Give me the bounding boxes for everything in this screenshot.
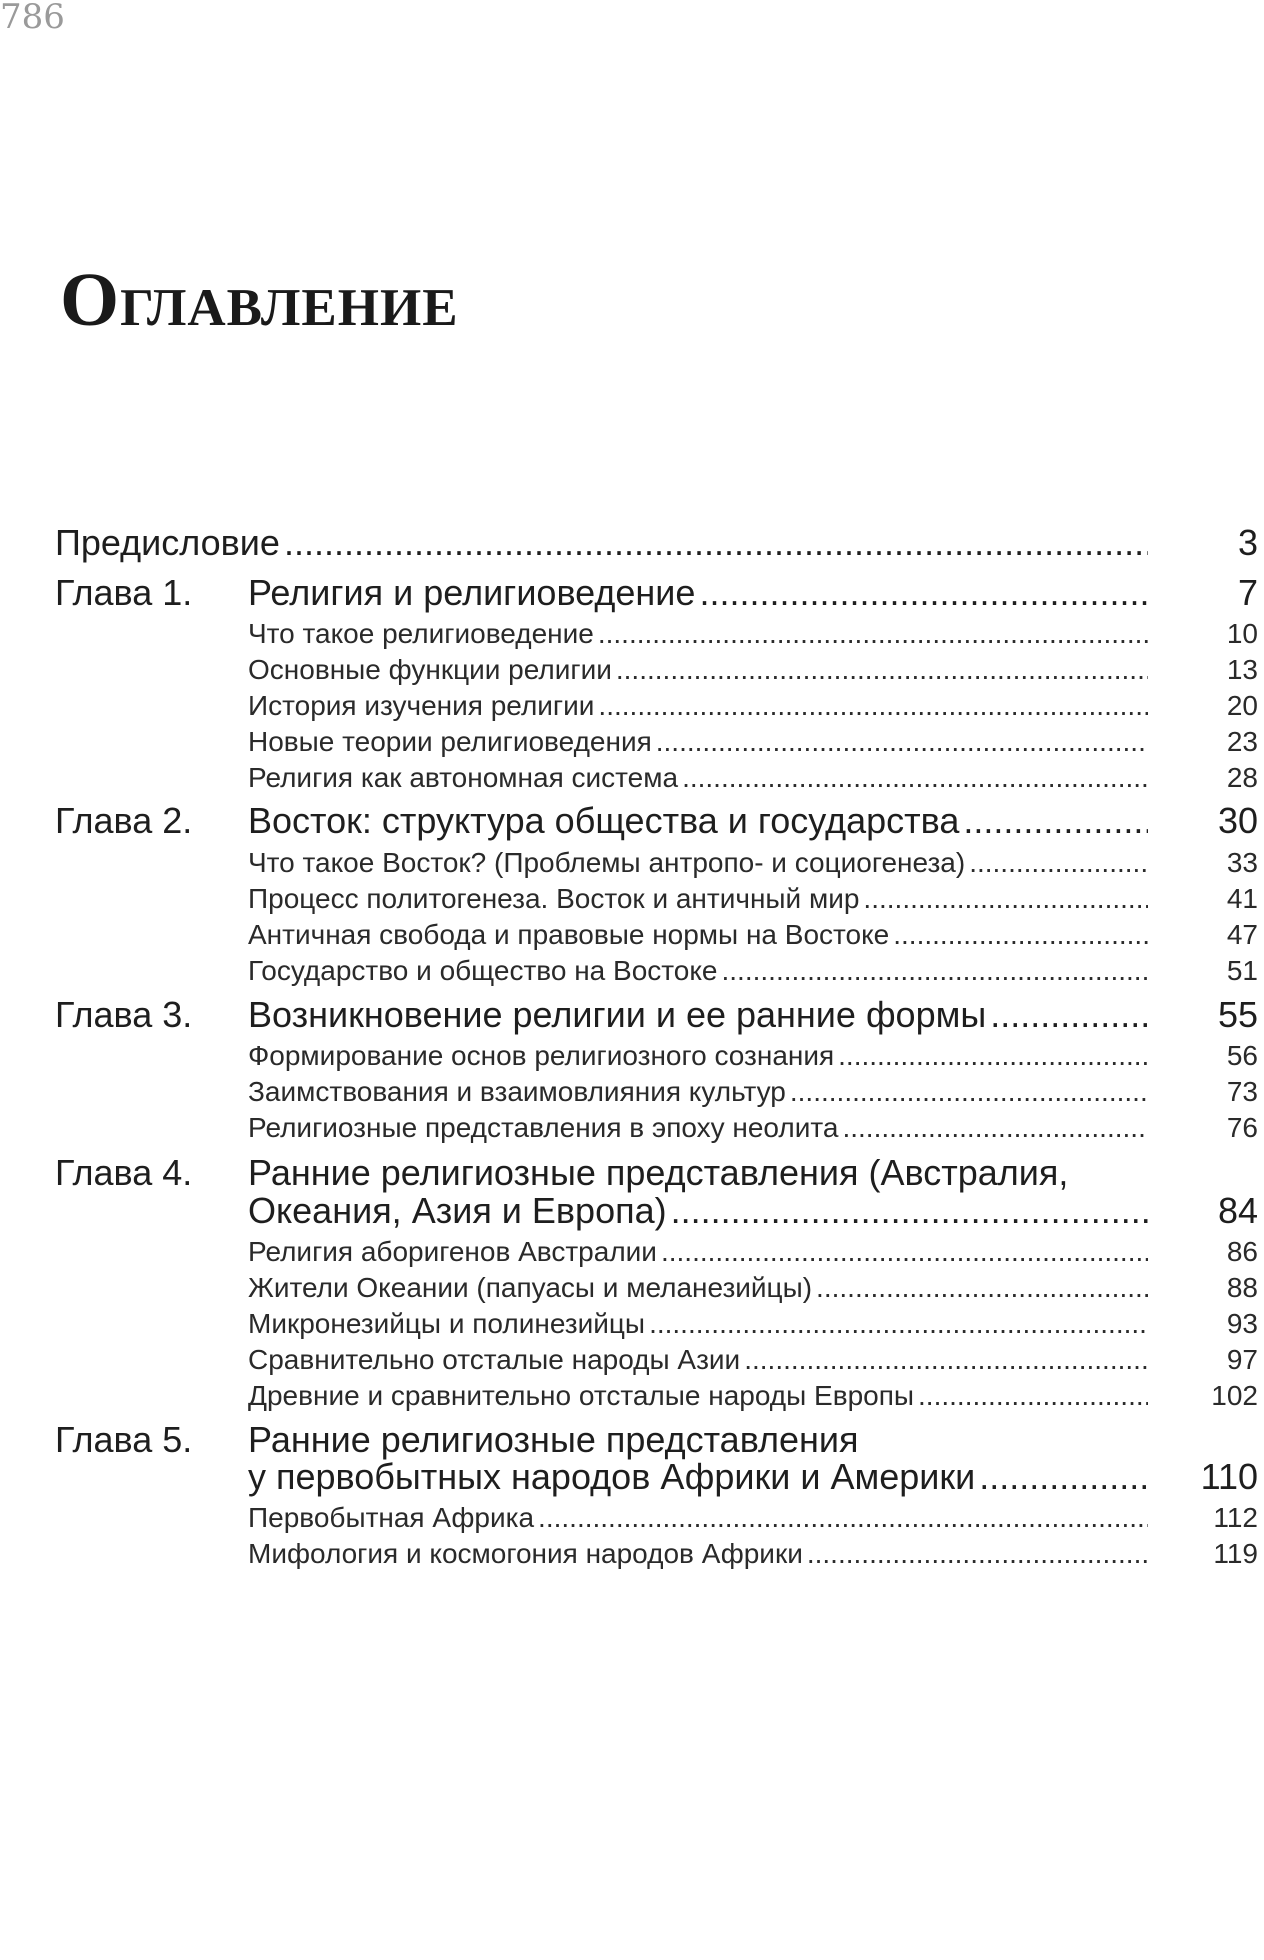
section-title: Мифология и космогония народов Африки <box>248 1538 803 1569</box>
section-page: 76 <box>1226 1112 1258 1143</box>
section-page: 33 <box>1226 847 1258 878</box>
section-title: Античная свобода и правовые нормы на Востоке <box>248 919 890 950</box>
chapter-title: Возникновение религии и ее ранние формы <box>248 994 987 1035</box>
dot-leader <box>979 1454 1148 1500</box>
entry-page: 3 <box>1237 522 1258 563</box>
section-title: Первобытная Африка <box>248 1502 535 1533</box>
dot-leader <box>816 1270 1148 1306</box>
dot-leader <box>918 1378 1148 1414</box>
dot-leader <box>722 953 1149 989</box>
section-page: 13 <box>1226 654 1258 685</box>
chapter-page: 30 <box>1217 800 1258 841</box>
dot-leader <box>842 1110 1148 1146</box>
section-page: 86 <box>1226 1236 1258 1267</box>
dot-leader <box>893 917 1148 953</box>
section-page: 102 <box>1211 1380 1258 1411</box>
section-page: 73 <box>1226 1076 1258 1107</box>
chapter-page: 110 <box>1200 1456 1258 1497</box>
section-title: Древние и сравнительно отсталые народы Европы <box>248 1380 915 1411</box>
chapter-label: Глава 5. <box>55 1419 193 1460</box>
dot-leader <box>538 1500 1148 1536</box>
dot-leader <box>790 1074 1148 1110</box>
dot-leader <box>598 688 1148 724</box>
section-page: 47 <box>1226 919 1258 950</box>
section-title: История изучения религии <box>248 690 595 721</box>
chapter-page: 55 <box>1217 994 1258 1035</box>
section-title: Основные функции религии <box>248 654 612 685</box>
dot-leader <box>284 520 1148 566</box>
section-title: Что такое религиоведение <box>248 618 594 649</box>
section-page: 88 <box>1226 1272 1258 1303</box>
section-title: Жители Океании (папуасы и меланезийцы) <box>248 1272 813 1303</box>
dot-leader <box>807 1536 1148 1572</box>
dot-leader <box>616 652 1148 688</box>
chapter-title-line-1: Ранние религиозные представления <box>248 1419 859 1460</box>
section-page: 112 <box>1213 1502 1258 1533</box>
dot-leader <box>682 760 1148 796</box>
dot-leader <box>838 1038 1148 1074</box>
section-page: 28 <box>1226 762 1258 793</box>
section-page: 51 <box>1226 955 1258 986</box>
section-title: Государство и общество на Востоке <box>248 955 718 986</box>
chapter-title-line-1: Ранние религиозные представления (Австралия, <box>248 1152 1069 1193</box>
page-title: Оглавление <box>60 258 459 342</box>
section-title: Религиозные представления в эпоху неолита <box>248 1112 839 1143</box>
dot-leader <box>969 845 1148 881</box>
dot-leader <box>963 798 1148 844</box>
section-page: 23 <box>1226 726 1258 757</box>
section-page: 20 <box>1226 690 1258 721</box>
section-page: 56 <box>1226 1040 1258 1071</box>
dot-leader <box>744 1342 1148 1378</box>
dot-leader <box>598 616 1148 652</box>
dot-leader <box>649 1306 1148 1342</box>
chapter-page: 84 <box>1217 1190 1258 1231</box>
dot-leader <box>863 881 1148 917</box>
section-page: 97 <box>1226 1344 1258 1375</box>
section-page: 41 <box>1226 883 1258 914</box>
chapter-title-line-2: Океания, Азия и Европа) <box>248 1190 667 1231</box>
section-title: Новые теории религиоведения <box>248 726 652 757</box>
dot-leader <box>671 1188 1148 1234</box>
section-title: Что такое Восток? (Проблемы антропо- и социогенеза) <box>248 847 966 878</box>
section-title: Микронезийцы и полинезийцы <box>248 1308 646 1339</box>
section-title: Заимствования и взаимовлияния культур <box>248 1076 786 1107</box>
section-page: 119 <box>1213 1538 1258 1569</box>
section-page: 10 <box>1226 618 1258 649</box>
page-number: 786 <box>0 0 65 37</box>
chapter-label: Глава 3. <box>55 994 193 1035</box>
section-title: Формирование основ религиозного сознания <box>248 1040 835 1071</box>
chapter-title: Религия и религиоведение <box>248 572 696 613</box>
section-title: Религия аборигенов Австралии <box>248 1236 657 1267</box>
entry-title: Предисловие <box>55 522 280 563</box>
dot-leader <box>699 570 1148 616</box>
chapter-title: Восток: структура общества и государства <box>248 800 960 841</box>
chapter-title-line-2: у первобытных народов Африки и Америки <box>248 1456 976 1497</box>
dot-leader <box>990 992 1148 1038</box>
section-title: Сравнительно отсталые народы Азии <box>248 1344 741 1375</box>
section-title: Религия как автономная система <box>248 762 679 793</box>
section-title: Процесс политогенеза. Восток и античный мир <box>248 883 860 914</box>
chapter-label: Глава 4. <box>55 1152 193 1193</box>
section-page: 93 <box>1226 1308 1258 1339</box>
dot-leader <box>656 724 1148 760</box>
chapter-page: 7 <box>1237 572 1258 613</box>
dot-leader <box>661 1234 1148 1270</box>
chapter-label: Глава 1. <box>55 572 193 613</box>
chapter-label: Глава 2. <box>55 800 193 841</box>
